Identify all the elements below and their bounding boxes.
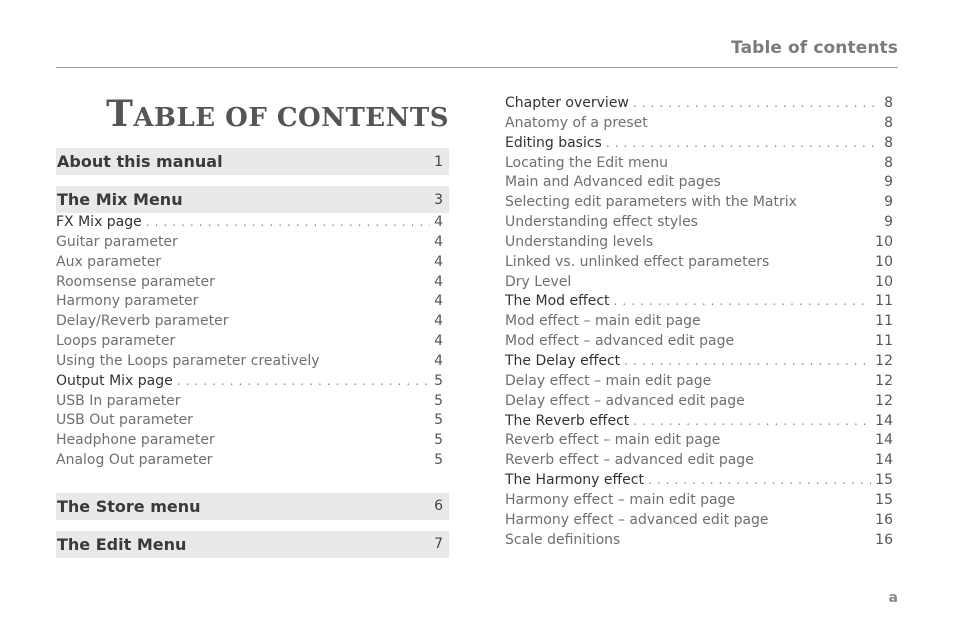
toc-subsection-entry[interactable] <box>505 233 893 253</box>
toc-entry-page: 11 <box>875 293 893 310</box>
toc-chapter[interactable] <box>56 148 449 175</box>
toc-subsection-entry[interactable] <box>505 451 893 471</box>
toc-chapter-page: 6 <box>434 498 443 515</box>
toc-entry-page: 4 <box>434 333 443 350</box>
toc-entry-page: 8 <box>884 95 893 111</box>
toc-entry-title: Loops parameter <box>56 333 176 350</box>
toc-entry-title: Reverb effect – main edit page <box>505 432 721 449</box>
toc-entry-title: Harmony parameter <box>56 293 199 310</box>
toc-chapter-title: About this manual <box>57 152 223 171</box>
toc-subsection-entry[interactable] <box>505 431 893 451</box>
dot-leader <box>633 412 871 432</box>
toc-subsection-entry[interactable] <box>56 451 449 471</box>
toc-entry-title: Reverb effect – advanced edit page <box>505 452 754 469</box>
toc-entry-page: 5 <box>434 432 443 449</box>
toc-entry-page: 5 <box>434 392 443 409</box>
toc-section-entry[interactable] <box>505 471 893 491</box>
toc-entry-page: 9 <box>884 194 893 211</box>
toc-section-entry[interactable] <box>56 372 449 392</box>
toc-entry-page: 4 <box>434 214 443 230</box>
toc-entry-page: 10 <box>875 253 893 270</box>
toc-entry-title: Mod effect – advanced edit page <box>505 333 735 350</box>
toc-entry-page: 4 <box>434 293 443 310</box>
toc-entry-title: Aux parameter <box>56 253 162 270</box>
toc-entry-title: Guitar parameter <box>56 233 178 250</box>
toc-entry-page: 11 <box>875 313 893 330</box>
toc-entry-title: Main and Advanced edit pages <box>505 174 721 191</box>
toc-entry-page: 14 <box>875 452 893 469</box>
toc-entry-title: Scale definitions <box>505 531 621 548</box>
toc-subsection-entry[interactable] <box>56 431 449 451</box>
toc-entry-page: 8 <box>884 114 893 131</box>
toc-subsection-entry[interactable] <box>56 332 449 352</box>
toc-entry-page: 12 <box>875 392 893 409</box>
toc-entry-title: Understanding levels <box>505 233 654 250</box>
toc-entry-title: Harmony effect – advanced edit page <box>505 511 769 528</box>
toc-section-entry[interactable] <box>505 352 893 372</box>
toc-entry-title: Headphone parameter <box>56 432 215 449</box>
toc-section-entry[interactable] <box>56 213 449 233</box>
toc-right-column <box>505 94 893 550</box>
toc-entry-title: Harmony effect – main edit page <box>505 491 736 508</box>
dot-leader <box>633 94 880 114</box>
toc-subsection-entry[interactable] <box>505 253 893 273</box>
toc-entry-page: 4 <box>434 273 443 290</box>
toc-entry-title: Editing basics <box>505 134 602 151</box>
toc-entry-page: 4 <box>434 352 443 369</box>
toc-entry-title: Understanding effect styles <box>505 214 698 231</box>
toc-subsection-entry[interactable] <box>56 411 449 431</box>
toc-entry-title: Analog Out parameter <box>56 452 213 469</box>
toc-entry-title: Roomsense parameter <box>56 273 215 290</box>
toc-subsection-entry[interactable] <box>56 392 449 412</box>
toc-chapter-page: 1 <box>434 153 443 170</box>
toc-section-entry[interactable] <box>505 292 893 312</box>
toc-entry-title: Using the Loops parameter creatively <box>56 352 320 369</box>
toc-chapter-title: The Store menu <box>57 496 201 516</box>
toc-section-entry[interactable] <box>505 412 893 432</box>
toc-entry-title: Mod effect – main edit page <box>505 313 701 330</box>
page-folio: a <box>888 590 898 606</box>
toc-subsection-entry[interactable] <box>505 511 893 531</box>
title-rest: ABLE OF CONTENTS <box>133 103 449 133</box>
toc-entry-title: Chapter overview <box>505 95 629 111</box>
toc-entry-page: 4 <box>434 253 443 270</box>
toc-subsection-entry[interactable] <box>505 312 893 332</box>
toc-entry-title: Linked vs. unlinked effect parameters <box>505 253 770 270</box>
running-header: Table of contents <box>731 38 898 58</box>
toc-entry-page: 9 <box>884 174 893 191</box>
toc-entry-page: 10 <box>875 273 893 290</box>
toc-entry-page: 4 <box>434 313 443 330</box>
toc-entry-page: 12 <box>875 352 893 369</box>
toc-chapter[interactable] <box>56 186 449 213</box>
dot-leader <box>146 213 430 233</box>
header-rule <box>56 67 898 68</box>
toc-subsection-entry[interactable] <box>56 273 449 293</box>
toc-left-column <box>56 148 449 558</box>
toc-subsection-entry[interactable] <box>56 233 449 253</box>
toc-entry-title: USB In parameter <box>56 392 181 409</box>
toc-chapter[interactable] <box>56 531 449 558</box>
toc-subsection-entry[interactable] <box>505 491 893 511</box>
dot-leader <box>614 292 872 312</box>
title-first-letter: T <box>106 93 134 135</box>
toc-entry-page: 8 <box>884 154 893 171</box>
toc-entry-page: 15 <box>875 491 893 508</box>
toc-chapter-title: The Edit Menu <box>57 534 187 554</box>
toc-entry-page: 16 <box>875 531 893 548</box>
toc-entry-title: Selecting edit parameters with the Matrix <box>505 194 797 211</box>
toc-entry-title: Anatomy of a preset <box>505 114 648 131</box>
toc-chapter[interactable] <box>56 493 449 520</box>
toc-entry-page: 9 <box>884 214 893 231</box>
toc-entry-title: Dry Level <box>505 273 572 290</box>
toc-entry-page: 10 <box>875 233 893 250</box>
toc-subsection-entry[interactable] <box>56 253 449 273</box>
toc-entry-page: 14 <box>875 412 893 429</box>
toc-subsection-entry[interactable] <box>505 332 893 352</box>
toc-entry-title: Delay/Reverb parameter <box>56 313 229 330</box>
toc-subsection-entry[interactable] <box>505 193 893 213</box>
toc-subsection-entry[interactable] <box>505 392 893 412</box>
toc-subsection-entry[interactable] <box>505 372 893 392</box>
toc-entry-page: 5 <box>434 412 443 429</box>
dot-leader <box>648 471 871 491</box>
dot-leader <box>606 134 880 154</box>
toc-entry-page: 15 <box>875 472 893 489</box>
toc-entry-title: FX Mix page <box>56 214 142 230</box>
toc-chapter-page: 3 <box>434 191 443 208</box>
toc-entry-title: Output Mix page <box>56 372 173 389</box>
toc-chapter-page: 7 <box>434 536 443 553</box>
toc-entry-page: 8 <box>884 134 893 151</box>
toc-subsection-entry[interactable] <box>505 114 893 134</box>
toc-subsection-entry[interactable] <box>505 173 893 193</box>
toc-entry-page: 14 <box>875 432 893 449</box>
toc-entry-page: 5 <box>434 372 443 389</box>
toc-entry-title: Delay effect – advanced edit page <box>505 392 745 409</box>
toc-entry-page: 4 <box>434 233 443 250</box>
toc-entry-title: The Mod effect <box>505 293 610 310</box>
page-title <box>56 93 449 135</box>
dot-leader <box>624 352 871 372</box>
toc-section-entry[interactable] <box>505 134 893 154</box>
toc-chapter-title: The Mix Menu <box>57 190 183 209</box>
toc-entry-title: USB Out parameter <box>56 412 193 429</box>
toc-subsection-entry[interactable] <box>56 352 449 372</box>
toc-entry-title: Locating the Edit menu <box>505 154 668 171</box>
toc-subsection-entry[interactable] <box>56 292 449 312</box>
toc-section-entry[interactable] <box>505 94 893 114</box>
toc-entry-title: The Reverb effect <box>505 412 630 429</box>
toc-subsection-entry[interactable] <box>505 213 893 233</box>
toc-subsection-entry[interactable] <box>505 531 893 551</box>
dot-leader <box>177 372 430 392</box>
toc-entry-title: Delay effect – main edit page <box>505 372 712 389</box>
toc-entry-page: 11 <box>875 333 893 350</box>
toc-entry-page: 5 <box>434 452 443 469</box>
toc-subsection-entry[interactable] <box>505 273 893 293</box>
toc-entry-page: 16 <box>875 511 893 528</box>
toc-entry-page: 12 <box>875 372 893 389</box>
toc-subsection-entry[interactable] <box>56 312 449 332</box>
toc-entry-title: The Harmony effect <box>505 472 644 489</box>
toc-subsection-entry[interactable] <box>505 154 893 174</box>
toc-entry-title: The Delay effect <box>505 352 621 369</box>
